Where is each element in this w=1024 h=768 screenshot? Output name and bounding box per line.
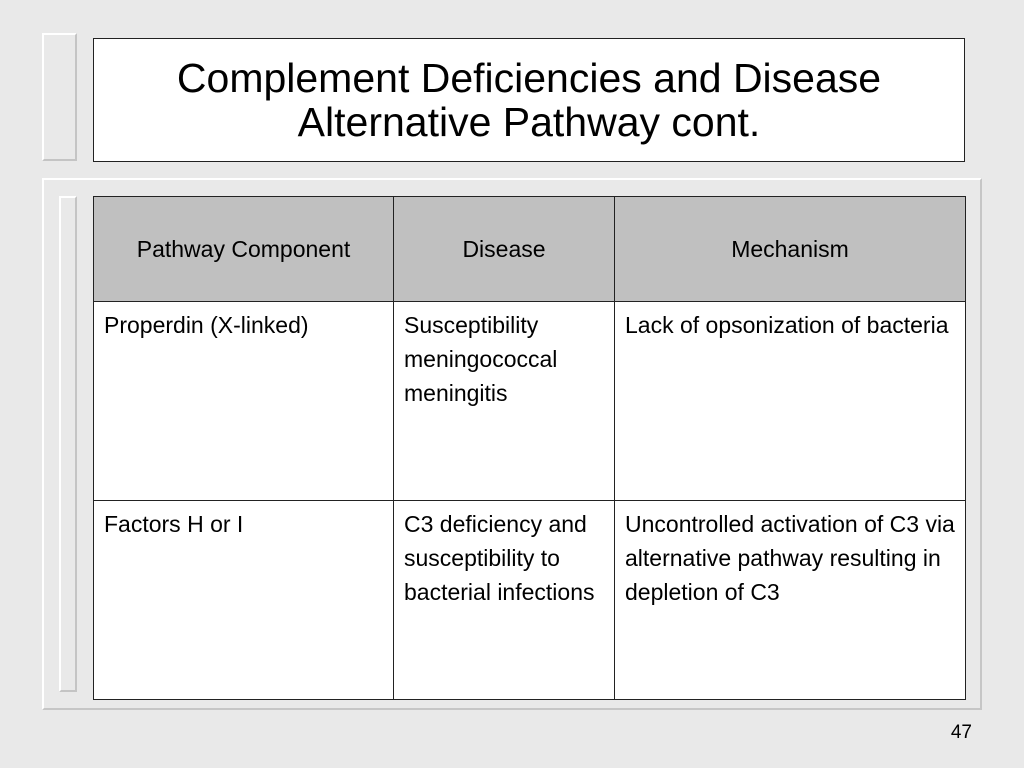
header-disease: Disease bbox=[394, 197, 615, 302]
table-row bbox=[94, 302, 966, 501]
cell-mechanism: Lack of opsonization of bacteria bbox=[615, 302, 966, 501]
deficiency-table bbox=[93, 196, 966, 700]
table-header-row bbox=[94, 197, 966, 302]
cell-component: Factors H or I bbox=[94, 501, 394, 700]
page-number: 47 bbox=[950, 722, 972, 743]
title-line-2: Alternative Pathway cont. bbox=[297, 99, 761, 145]
header-mechanism: Mechanism bbox=[615, 197, 966, 302]
table-row bbox=[94, 501, 966, 700]
title-bevel-frame bbox=[42, 33, 77, 161]
slide-title bbox=[93, 38, 965, 162]
content-bevel-frame bbox=[59, 196, 77, 692]
cell-component: Properdin (X-linked) bbox=[94, 302, 394, 501]
header-pathway-component: Pathway Component bbox=[94, 197, 394, 302]
cell-disease: C3 deficiency and susceptibility to bacterial infections bbox=[394, 501, 615, 700]
cell-mechanism: Uncontrolled activation of C3 via alternative pathway resulting in depletion of C3 bbox=[615, 501, 966, 700]
title-line-1: Complement Deficiencies and Disease bbox=[176, 55, 882, 101]
cell-disease: Susceptibility meningococcal meningitis bbox=[394, 302, 615, 501]
